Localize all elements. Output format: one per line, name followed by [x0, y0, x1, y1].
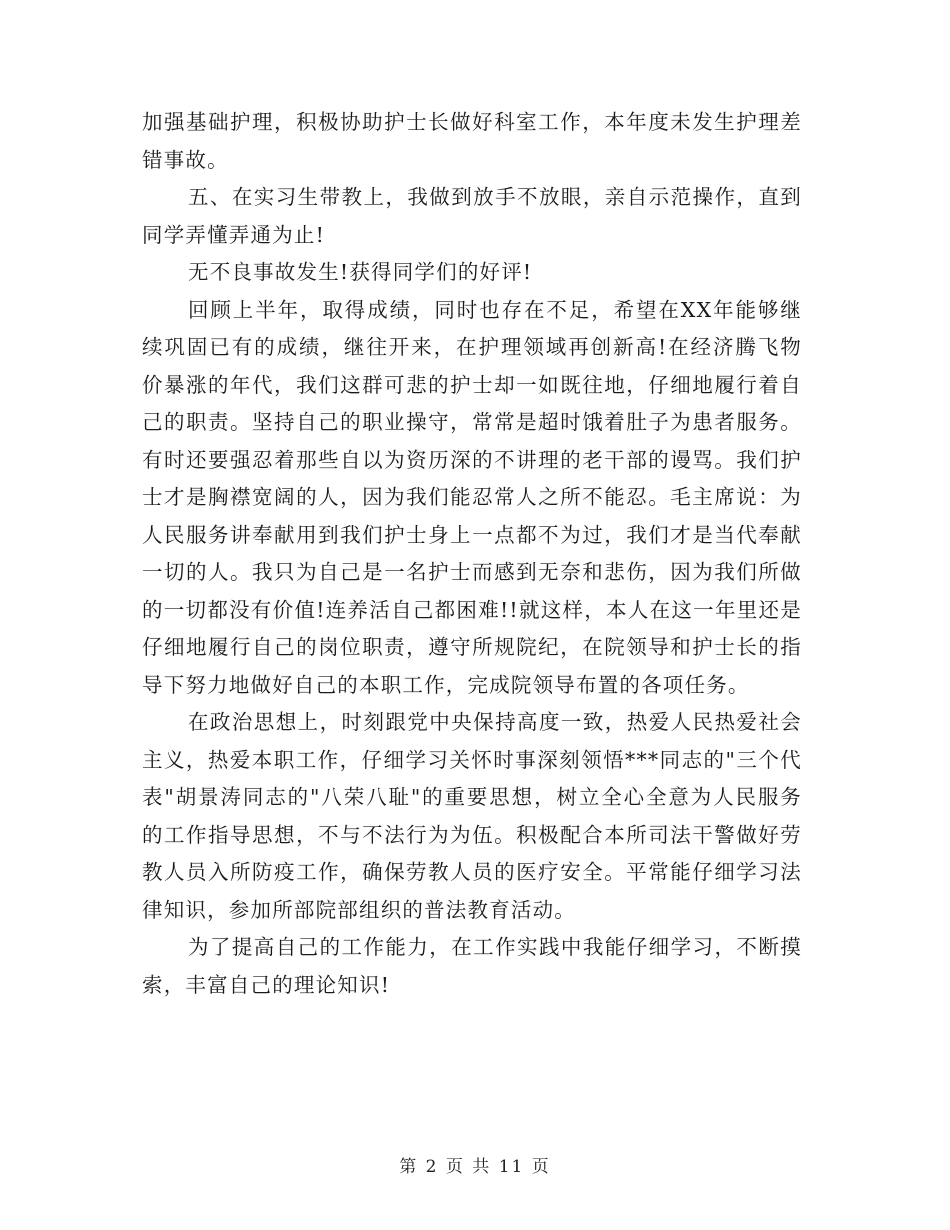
paragraph-no-accidents: 无不良事故发生!获得同学们的好评! — [188, 260, 533, 284]
body-text — [142, 104, 802, 1004]
paragraph-continuation: 加强基础护理，积极协助护士长做好科室工作，本年度未发生护理差错事故。 — [142, 110, 802, 172]
paragraph-review: 回顾上半年，取得成绩，同时也存在不足，希望在XX年能够继续巩固已有的成绩，继往开来，在护理领域再创新高!在经济腾飞物价暴涨的年代，我们这群可悲的护士却一如既往地，仔细地履行着自己的职责。坚持自己的职业操守，常常是超时饿着肚子为患者服务。有时还要强忍着那些自以为资历深的不讲理的老干部的谩骂。我们护士才是胸襟宽阔的人，因为我们能忍常人之所不能忍。毛主席说：为人民服务讲奉献用到我们护士身上一点都不为过，我们才是当代奉献一切的人。我只为自己是一名护士而感到无奈和悲伤，因为我们所做的一切都没有价值!连养活自己都困难!!就这样，本人在这一年里还是仔细地履行自己的岗位职责，遵守所规院纪，在院领导和护士长的指导下努力地做好自己的本职工作，完成院领导布置的各项任务。 — [142, 297, 802, 697]
paragraph-political: 在政治思想上，时刻跟党中央保持高度一致，热爱人民热爱社会主义，热爱本职工作，仔细学习关怀时事深刻领悟***同志的"三个代表"胡景涛同志的"八荣八耻"的重要思想，树立全心全意为人民服务的工作指导思想，不与不法行为为伍。积极配合本所司法干警做好劳教人员入所防疫工作，确保劳教人员的医疗安全。平常能仔细学习法律知识，参加所部院部组织的普法教育活动。 — [142, 710, 802, 922]
paragraph-teaching: 五、在实习生带教上，我做到放手不放眼，亲自示范操作，直到同学弄懂弄通为止! — [142, 185, 802, 247]
page-number: 第 2 页 共 11 页 — [399, 1157, 551, 1177]
paragraph-improvement: 为了提高自己的工作能力，在工作实践中我能仔细学习，不断摸索，丰富自己的理论知识! — [142, 935, 802, 997]
